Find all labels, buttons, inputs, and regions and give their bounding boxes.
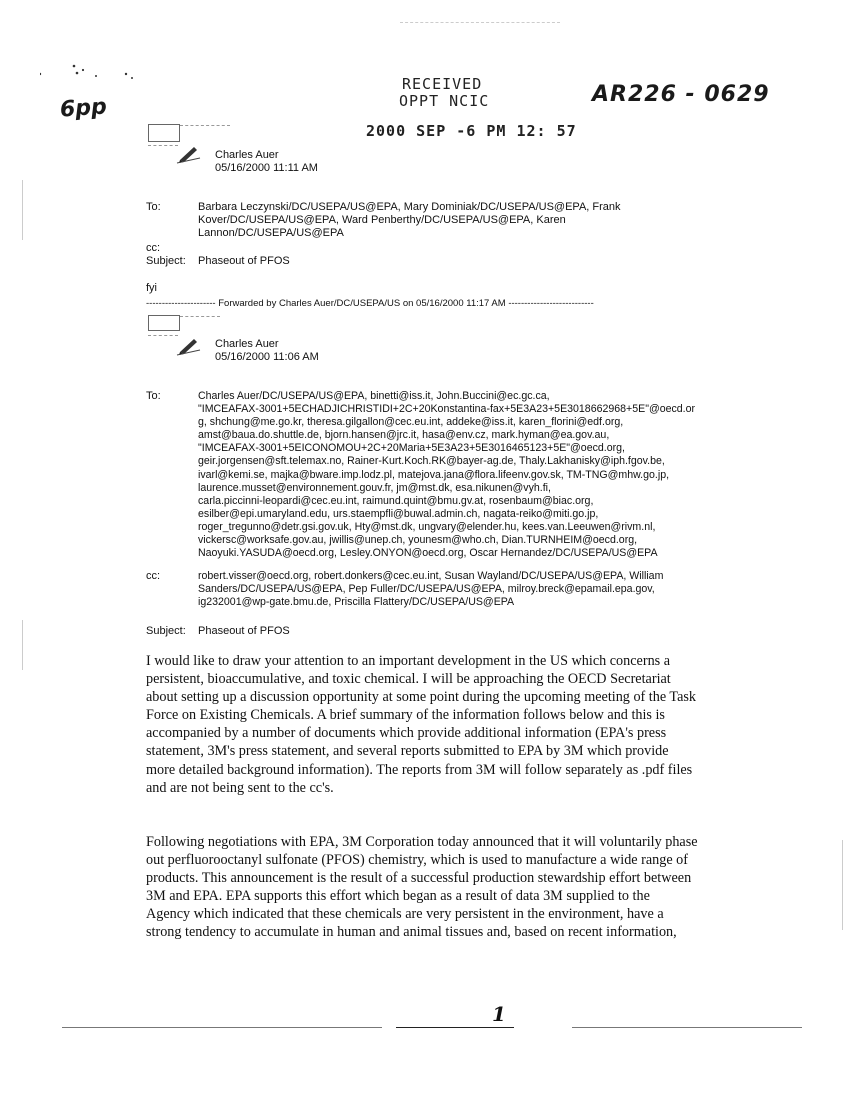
- to-line: geir.jorgensen@sft.telemax.no, Rainer-Kurt.Koch.RK@bayer-ag.de, Thaly.Lakhanisky@iph.fgov.be,: [198, 455, 665, 468]
- body-line: persistent, bioaccumulative, and toxic chemical. I will be approaching the OECD Secretariat: [146, 671, 671, 688]
- to-line: Naoyuki.YASUDA@oecd.org, Lesley.ONYON@oecd.org, Oscar Hernandez/DC/USEPA/US@EPA: [198, 547, 658, 560]
- to-line: Lannon/DC/USEPA/US@EPA: [198, 227, 344, 240]
- body-line: Force on Existing Chemicals. A brief summary of the information follows below and this is: [146, 707, 665, 724]
- received-stamp-date: 2000 SEP -6 PM 12: 57: [366, 122, 577, 140]
- fyi-note: fyi: [146, 282, 157, 294]
- to-line: vickersc@worksafe.gov.au, jwillis@unep.ch, younesm@who.ch, Dian.TURNHEIM@oecd.org,: [198, 534, 638, 547]
- body-line: strong tendency to accumulate in human and animal tissues and, based on recent information,: [146, 924, 677, 941]
- cc-line: robert.visser@oecd.org, robert.donkers@cec.eu.int, Susan Wayland/DC/USEPA/US@EPA, William: [198, 570, 664, 582]
- to-line: "IMCEAFAX-3001+5EICONOMOU+2C+20Maria+5E3A23+5E3016465123+5E"@oecd.org,: [198, 442, 625, 455]
- body-line: Agency which indicated that these chemicals are very persistent in the environment, have a: [146, 906, 664, 923]
- to-line: roger_tregunno@detr.gsi.gov.uk, Hty@mst.dk, ungvary@elender.hu, kees.van.Leeuwen@rivm.nl,: [198, 520, 656, 533]
- logo-dash-line: [180, 125, 230, 126]
- sender-name: Charles Auer: [215, 149, 279, 161]
- footer-rule-right: [572, 1027, 802, 1028]
- scan-artifact-top: [400, 22, 560, 23]
- scan-artifact-right: [842, 840, 843, 930]
- to-line: "IMCEAFAX-3001+5ECHADJICHRISTIDI+2C+20Konstantina-fax+5E3A23+5E3018662968+5E"@oecd.or: [198, 403, 696, 416]
- to-label: To:: [146, 201, 161, 213]
- body-line: and are not being sent to the cc's.: [146, 779, 334, 796]
- cc-line: ig232001@wp-gate.bmu.de, Priscilla Flattery/DC/USEPA/US@EPA: [198, 596, 515, 609]
- body-line: about setting up a discussion opportunity at some point during the upcoming meeting of the Task: [146, 689, 697, 706]
- body-line: accompanied by a number of documents which provide additional information (EPA's press: [146, 725, 667, 742]
- cc-label: cc:: [146, 570, 161, 582]
- received-stamp-line1: RECEIVED: [402, 75, 483, 93]
- cc-recipients: [198, 570, 838, 609]
- to-line: Barbara Leczynski/DC/USEPA/US@EPA, Mary Dominiak/DC/USEPA/US@EPA, Frank: [198, 201, 621, 213]
- to-line: carla.piccinni-leopardi@cec.eu.int, raimund.quint@bmu.gv.at, rosenbaum@biac.org,: [198, 494, 594, 507]
- to-line: amst@baua.do.shuttle.de, bjorn.hansen@jrc.it, hasa@env.cz, mark.hyman@ea.gov.au,: [198, 429, 610, 442]
- record-id: AR226 - 0629: [592, 82, 770, 107]
- subject-label: Subject:: [146, 255, 186, 267]
- body-line: 3M and EPA. EPA supports this effort which began as a result of data 3M supplied to the: [146, 888, 650, 905]
- logo-dash-line-2: [148, 145, 178, 146]
- logo-dash-line-4: [148, 335, 178, 336]
- to-line: esilber@epi.umaryland.edu, urs.staempfli@buwal.admin.ch, nagata-reiko@miti.go.jp,: [198, 507, 599, 520]
- sender-name: Charles Auer: [215, 338, 279, 350]
- to-recipients: [198, 390, 838, 560]
- to-recipients: [198, 201, 838, 240]
- to-line: Kover/DC/USEPA/US@EPA, Ward Penberthy/DC/USEPA/US@EPA, Karen: [198, 214, 566, 227]
- sent-datetime: 05/16/2000 11:11 AM: [215, 162, 318, 174]
- page-number: 1: [492, 1002, 506, 1026]
- subject-text: Phaseout of PFOS: [198, 625, 290, 637]
- pages-note: 6pp: [59, 94, 108, 123]
- scan-artifact-left-2: [22, 620, 23, 670]
- forward-line: ---------------------- Forwarded by Charles Auer/DC/USEPA/US on 05/16/2000 11:17 AM ---------------------------: [146, 298, 594, 309]
- pencil-icon: [176, 336, 202, 361]
- to-line: laurence.musset@environnement.gouv.fr, jm@mst.dk, esa.nikunen@vyh.fi,: [198, 481, 551, 494]
- subject-text: Phaseout of PFOS: [198, 255, 290, 267]
- body-line: I would like to draw your attention to an important development in the US which concerns a: [146, 653, 671, 669]
- to-line: g, shchung@me.go.kr, theresa.gilgallon@cec.eu.int, addeke@iss.it, karen_florini@edf.org,: [198, 416, 624, 429]
- body-line: Following negotiations with EPA, 3M Corporation today announced that it will voluntarily phase: [146, 834, 698, 850]
- scan-artifact-left: [22, 180, 23, 240]
- body-line: products. This announcement is the result of a successful production stewardship effort between: [146, 870, 692, 887]
- pencil-icon: [176, 144, 202, 169]
- sender-logo-box-2: [148, 315, 180, 331]
- cc-line: Sanders/DC/USEPA/US@EPA, Pep Fuller/DC/USEPA/US@EPA, milroy.breck@epamail.epa.gov,: [198, 583, 655, 596]
- to-label: To:: [146, 390, 161, 402]
- footer-rule-left: [62, 1027, 382, 1028]
- scribble-marks: [40, 58, 140, 88]
- sent-datetime: 05/16/2000 11:06 AM: [215, 351, 319, 363]
- body-line: out perfluorooctanyl sulfonate (PFOS) chemistry, which is used to manufacture a wide range of: [146, 852, 688, 869]
- body-paragraph-2: [146, 833, 746, 942]
- footer-rule-center: [396, 1027, 514, 1028]
- body-line: statement, 3M's press statement, and several reports submitted to EPA by 3M which provide: [146, 743, 669, 760]
- received-stamp-line2: OPPT NCIC: [399, 92, 490, 110]
- body-line: more detailed background information). The reports from 3M will follow separately as .pdf files: [146, 761, 693, 778]
- logo-dash-line-3: [180, 316, 220, 317]
- sender-logo-box: [148, 124, 180, 142]
- cc-label: cc:: [146, 242, 161, 254]
- to-line: ivarl@kemi.se, majka@bware.imp.lodz.pl, matejova.jana@flora.lifeenv.gov.sk, TM-TNG@mhw.go.jp,: [198, 468, 670, 481]
- to-line: Charles Auer/DC/USEPA/US@EPA, binetti@iss.it, John.Buccini@ec.gc.ca,: [198, 390, 550, 402]
- body-paragraph-1: [146, 652, 746, 797]
- subject-label: Subject:: [146, 625, 186, 637]
